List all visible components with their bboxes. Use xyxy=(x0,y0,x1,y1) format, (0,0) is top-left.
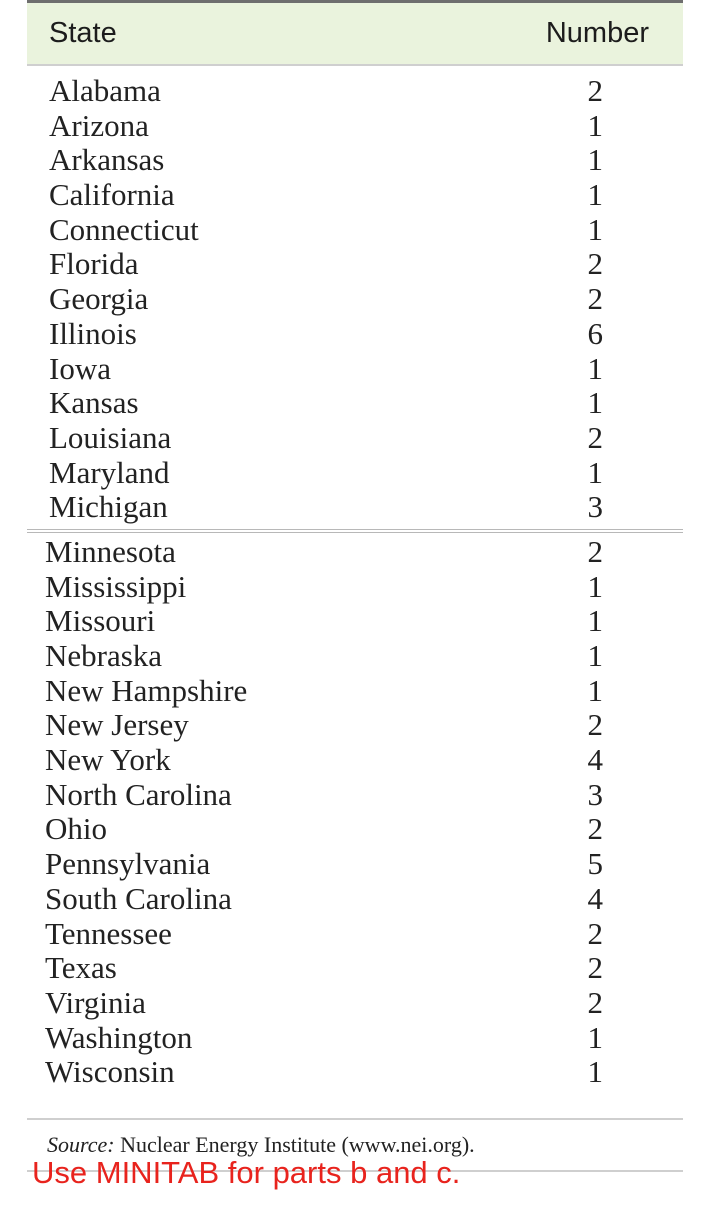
state-cell: Tennessee xyxy=(45,915,172,951)
number-cell: 1 xyxy=(587,177,603,213)
table-row xyxy=(27,570,683,605)
number-cell: 5 xyxy=(587,846,603,882)
number-cell: 2 xyxy=(587,915,603,951)
table-row xyxy=(27,247,683,282)
state-cell: Arizona xyxy=(49,107,149,143)
state-cell: Illinois xyxy=(49,315,137,351)
source-text: Nuclear Energy Institute (www.nei.org). xyxy=(114,1131,475,1157)
state-cell: New Hampshire xyxy=(45,672,248,708)
state-cell: Pennsylvania xyxy=(45,846,211,882)
table-row xyxy=(27,1055,683,1090)
number-cell: 3 xyxy=(587,489,603,525)
number-cell: 2 xyxy=(587,984,603,1020)
state-cell: Minnesota xyxy=(45,533,176,569)
table-row xyxy=(27,317,683,352)
table-row xyxy=(27,778,683,813)
table-row xyxy=(27,743,683,778)
number-cell: 4 xyxy=(587,742,603,778)
number-cell: 2 xyxy=(587,707,603,743)
state-cell: Arkansas xyxy=(49,142,165,178)
number-cell: 1 xyxy=(587,603,603,639)
number-cell: 6 xyxy=(587,315,603,351)
table-row xyxy=(27,421,683,456)
table-row xyxy=(27,352,683,387)
table-row xyxy=(27,708,683,743)
state-cell: Missouri xyxy=(45,603,156,639)
state-cell: New York xyxy=(45,742,171,778)
table-row xyxy=(27,1021,683,1056)
number-cell: 1 xyxy=(587,568,603,604)
table-row xyxy=(27,882,683,917)
table-row xyxy=(27,674,683,709)
number-cell: 3 xyxy=(587,776,603,812)
number-cell: 1 xyxy=(587,211,603,247)
table-row xyxy=(27,282,683,317)
state-cell: Michigan xyxy=(49,489,168,525)
table-rows-group-a xyxy=(27,66,683,525)
table-row xyxy=(27,847,683,882)
state-cell: California xyxy=(49,177,175,213)
state-cell: North Carolina xyxy=(45,776,232,812)
state-cell: Kansas xyxy=(49,385,139,421)
number-cell: 2 xyxy=(587,811,603,847)
state-cell: Alabama xyxy=(49,73,161,108)
state-cell: Maryland xyxy=(49,454,170,490)
number-cell: 1 xyxy=(587,1054,603,1090)
page-split-rule-2 xyxy=(27,532,683,533)
table-row xyxy=(27,490,683,525)
table-row xyxy=(27,456,683,491)
state-cell: Virginia xyxy=(45,984,146,1020)
number-cell: 1 xyxy=(587,454,603,490)
state-cell: Connecticut xyxy=(49,211,199,247)
table-row xyxy=(27,535,683,570)
table-row xyxy=(27,213,683,248)
number-cell: 2 xyxy=(587,281,603,317)
data-table xyxy=(27,0,683,1172)
number-cell: 1 xyxy=(587,350,603,386)
source-label: Source: xyxy=(47,1131,115,1157)
state-cell: Texas xyxy=(45,950,117,986)
number-cell: 2 xyxy=(587,533,603,569)
state-cell: Florida xyxy=(49,246,139,282)
table-rows-group-b xyxy=(27,535,683,1090)
table-row xyxy=(27,178,683,213)
number-cell: 1 xyxy=(587,385,603,421)
table-row xyxy=(27,74,683,109)
number-cell: 1 xyxy=(587,107,603,143)
instruction-note: Use MINITAB for parts b and c. xyxy=(32,1155,461,1190)
state-cell: Iowa xyxy=(49,350,111,386)
table-row xyxy=(27,143,683,178)
state-cell: South Carolina xyxy=(45,880,232,916)
table-row xyxy=(27,812,683,847)
column-header-state: State xyxy=(49,17,117,49)
state-cell: Nebraska xyxy=(45,638,163,673)
number-cell: 1 xyxy=(587,1019,603,1055)
number-cell: 4 xyxy=(587,880,603,916)
number-cell: 2 xyxy=(587,419,603,455)
table-row xyxy=(27,986,683,1021)
number-cell: 2 xyxy=(587,246,603,282)
table-header xyxy=(27,3,683,64)
table-row xyxy=(27,386,683,421)
table-row xyxy=(27,917,683,952)
state-cell: Mississippi xyxy=(45,568,187,604)
state-cell: Washington xyxy=(45,1019,193,1055)
state-cell: Georgia xyxy=(49,281,149,317)
state-cell: Ohio xyxy=(45,811,107,847)
column-header-number: Number xyxy=(545,17,649,49)
number-cell: 1 xyxy=(587,672,603,708)
number-cell: 1 xyxy=(587,142,603,178)
number-cell: 2 xyxy=(587,73,603,108)
table-row xyxy=(27,639,683,674)
state-cell: Louisiana xyxy=(49,419,172,455)
page-split-rule xyxy=(27,529,683,530)
number-cell: 1 xyxy=(587,638,603,673)
state-cell: Wisconsin xyxy=(45,1054,175,1090)
table-row xyxy=(27,604,683,639)
table-row xyxy=(27,109,683,144)
state-cell: New Jersey xyxy=(45,707,189,743)
number-cell: 2 xyxy=(587,950,603,986)
table-row xyxy=(27,951,683,986)
